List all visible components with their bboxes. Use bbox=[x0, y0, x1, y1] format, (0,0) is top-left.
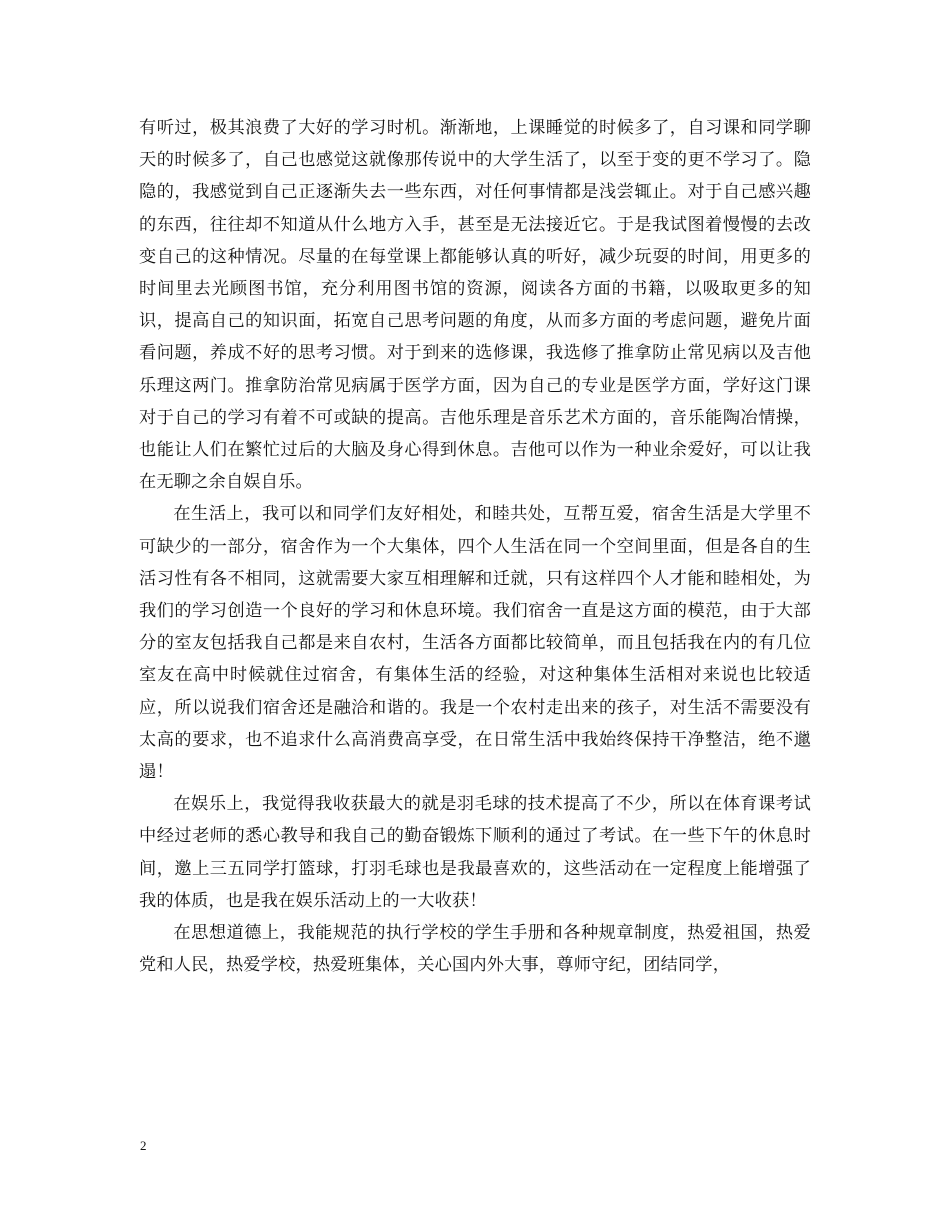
paragraph-entertainment: 在娱乐上，我觉得我收获最大的就是羽毛球的技术提高了不少，所以在体育课考试中经过老师的悉心教导和我自己的勤奋锻炼下顺利的通过了考试。在一些下午的休息时间，邀上三五同学打篮球，打羽毛球也是我最喜欢的，这些活动在一定程度上能增强了我的体质，也是我在娱乐活动上的一大收获！ bbox=[139, 794, 811, 911]
paragraph-morality: 在思想道德上，我能规范的执行学校的学生手册和各种规章制度，热爱祖国，热爱党和人民，热爱学校，热爱班集体，关心国内外大事，尊师守纪，团结同学， bbox=[139, 923, 811, 976]
paragraph-study-continued: 有听过，极其浪费了大好的学习时机。渐渐地，上课睡觉的时候多了，自习课和同学聊天的时候多了，自己也感觉这就像那传说中的大学生活了，以至于变的更不学习了。隐隐的，我感觉到自己正逐渐失去一些东西，对任何事情都是浅尝辄止。对于自己感兴趣的东西，往往却不知道从什么地方入手，甚至是无法接近它。于是我试图着慢慢的去改变自己的这种情况。尽量的在每堂课上都能够认真的听好，减少玩耍的时间，用更多的时间里去光顾图书馆，充分利用图书馆的资源，阅读各方面的书籍，以吸取更多的知识，提高自己的知识面，拓宽自己思考问题的角度，从而多方面的考虑问题，避免片面看问题，养成不好的思考习惯。对于到来的选修课，我选修了推拿防止常见病以及吉他乐理这两门。推拿防治常见病属于医学方面，因为自己的专业是医学方面，学好这门课对于自己的学习有着不可或缺的提高。吉他乐理是音乐艺术方面的，音乐能陶冶情操，也能让人们在繁忙过后的大脑及身心得到休息。吉他可以作为一种业余爱好，可以让我在无聊之余自娱自乐。 bbox=[139, 118, 811, 493]
body-text bbox=[139, 112, 811, 981]
paragraph-life: 在生活上，我可以和同学们友好相处，和睦共处，互帮互爱，宿舍生活是大学里不可缺少的一部分，宿舍作为一个大集体，四个人生活在同一个空间里面，但是各自的生活习性有各不相同，这就需要大家互相理解和迁就，只有这样四个人才能和睦相处，为我们的学习创造一个良好的学习和休息环境。我们宿舍一直是这方面的模范，由于大部分的室友包括我自己都是来自农村，生活各方面都比较简单，而且包括我在内的有几位室友在高中时候就住过宿舍，有集体生活的经验，对这种集体生活相对来说也比较适应，所以说我们宿舍还是融洽和谐的。我是一个农村走出来的孩子，对生活不需要没有太高的要求，也不追求什么高消费高享受，在日常生活中我始终保持干净整洁，绝不邋遢！ bbox=[139, 504, 811, 783]
page-number: 2 bbox=[140, 1138, 147, 1153]
